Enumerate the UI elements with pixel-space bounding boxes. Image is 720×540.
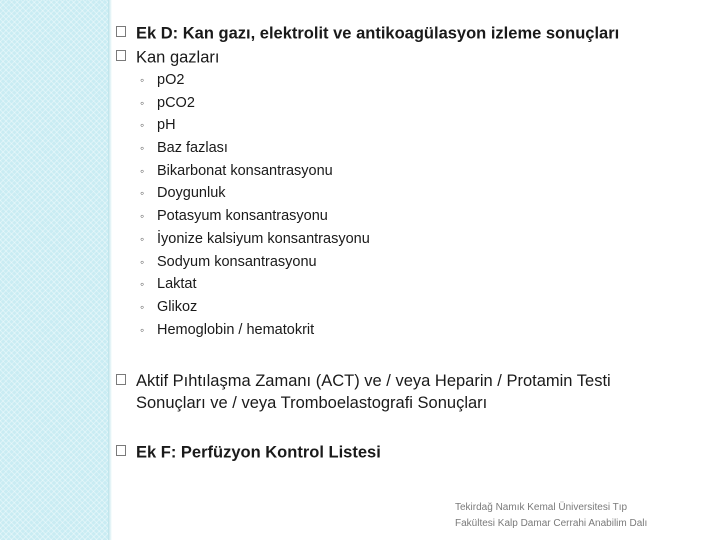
list-item-text: Glikoz: [157, 298, 198, 315]
list-item-text: İyonize kalsiyum konsantrasyonu: [157, 230, 370, 247]
circle-bullet-icon: ◦: [140, 299, 145, 314]
decorative-side-band: [0, 0, 108, 540]
list-item: [140, 69, 370, 92]
list-item-text: pO2: [157, 72, 185, 88]
bullet-ek-f: [116, 441, 381, 464]
circle-bullet-icon: ◦: [140, 95, 145, 110]
list-item-text: pCO2: [157, 94, 195, 111]
ek-d-text: Ek D: Kan gazı, elektrolit ve antikoagülasyon izleme sonuçları: [136, 24, 620, 43]
bullet-act-results: [116, 370, 611, 414]
checkbox-bullet-icon: [116, 50, 126, 61]
list-item: [140, 182, 370, 205]
list-item: [140, 137, 370, 160]
list-item-text: Laktat: [157, 276, 197, 293]
checkbox-bullet-icon: [116, 374, 126, 385]
kan-gazlari-sublist: [140, 69, 370, 341]
act-results-line1: Aktif Pıhtılaşma Zamanı (ACT) ve / veya Heparin / Protamin Testi: [136, 372, 611, 390]
checkbox-bullet-icon: [116, 445, 126, 456]
ek-f-text: Ek F: Perfüzyon Kontrol Listesi: [136, 443, 381, 462]
list-item: [140, 273, 370, 296]
circle-bullet-icon: ◦: [140, 209, 145, 224]
list-item-text: Potasyum konsantrasyonu: [157, 208, 328, 225]
circle-bullet-icon: ◦: [140, 322, 145, 337]
act-results-line2: Sonuçları ve / veya Tromboelastografi Sonuçları: [136, 394, 488, 412]
list-item-text: Doygunluk: [157, 185, 226, 202]
circle-bullet-icon: ◦: [140, 141, 145, 156]
checkbox-bullet-icon: [116, 26, 126, 37]
side-band-edge: [108, 0, 112, 540]
bullet-kan-gazlari: [116, 46, 219, 69]
circle-bullet-icon: ◦: [140, 186, 145, 201]
list-item-text: Hemoglobin / hematokrit: [157, 321, 315, 338]
bullet-ek-d: [116, 22, 619, 45]
list-item-text: Bikarbonat konsantrasyonu: [157, 162, 333, 179]
list-item: [140, 205, 370, 228]
kan-gazlari-text: Kan gazları: [136, 48, 220, 67]
footer-line-2: Fakültesi Kalp Damar Cerrahi Anabilim Dalı: [455, 518, 648, 529]
list-item-text: pH: [157, 117, 176, 134]
list-item: [140, 228, 370, 251]
list-item-text: Sodyum konsantrasyonu: [157, 253, 317, 270]
circle-bullet-icon: ◦: [140, 163, 145, 178]
circle-bullet-icon: ◦: [140, 73, 145, 87]
list-item: [140, 251, 370, 274]
circle-bullet-icon: ◦: [140, 231, 145, 246]
list-item: [140, 92, 370, 115]
list-item-text: Baz fazlası: [157, 140, 228, 157]
list-item: [140, 160, 370, 183]
circle-bullet-icon: ◦: [140, 254, 145, 269]
list-item: [140, 114, 370, 137]
circle-bullet-icon: ◦: [140, 118, 145, 133]
list-item: [140, 319, 370, 342]
list-item: [140, 296, 370, 319]
footer-institution: [455, 500, 647, 532]
circle-bullet-icon: ◦: [140, 277, 145, 292]
footer-line-1: Tekirdağ Namık Kemal Üniversitesi Tıp: [455, 502, 628, 513]
